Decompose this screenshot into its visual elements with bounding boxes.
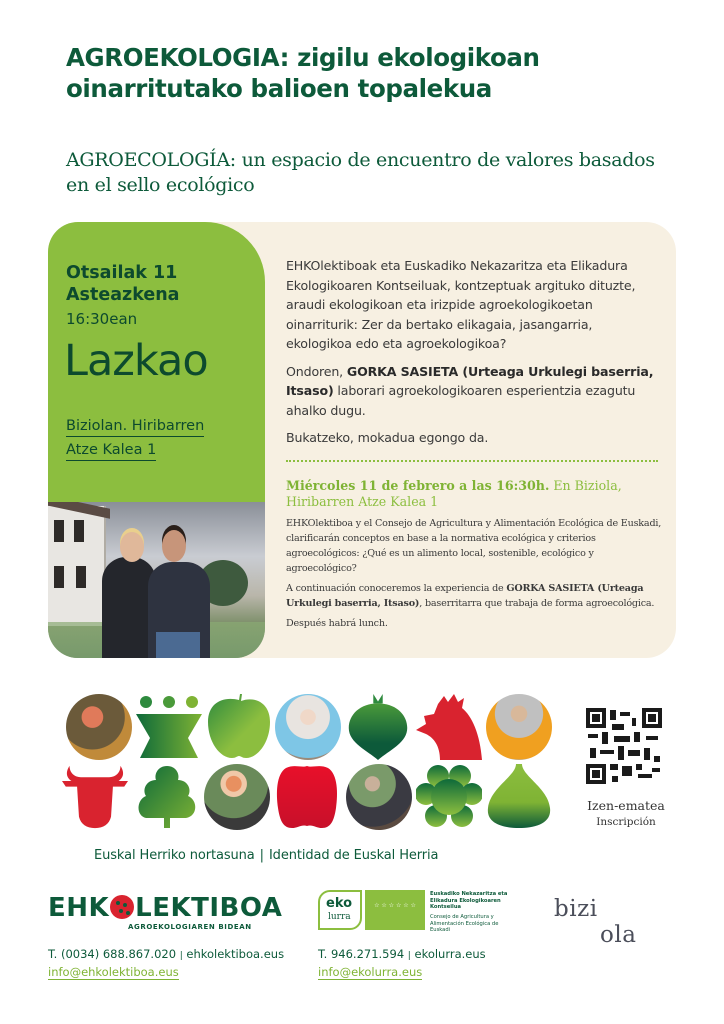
description-es-p1: EHKOlektiboa y el Consejo de Agricultura y Alimentación Ecológica de Euskadi, clarificarán conceptos en base a la normativa ecológica y criterios agroecológicos: ¿Qué es un alimento local, sostenible, ecológico y agroecológico? [286,518,662,574]
speaker-name-es: GORKA SASIETA (Urteaga Urkulegi baserria, Itsaso) [286,583,644,609]
photo-woman-greenhouse [204,764,270,830]
event-address-line1: Biziolan. Hiribarren [66,416,204,437]
event-date-day: Otsailak 11 [66,263,178,283]
event-address-line2: Atze Kalea 1 [66,440,156,461]
description-basque [286,256,658,456]
identity-tagline: Euskal Herriko nortasuna | Identidad de Euskal Herria [94,848,439,863]
identity-tagline-es: Identidad de Euskal Herria [268,848,439,863]
description-eu-p1: EHKOlektiboak eta Euskadiko Nekazaritza eta Elikadura Ekologikoaren Kontseiluak, kontzeptuak argituko dituzte, araudi ekologikoan eta irizpide agroekologikoetan oinarriturik: Zer da bertako elikagaia, jasangarria, ekologikoa edo eta agroekologikoa? [286,258,636,351]
description-es-p2: A continuación conoceremos la experiencia de GORKA SASIETA (Urteaga Urkulegi baserria, Itsaso), baserritarra que trabaja de forma agroecológica. [286,583,655,609]
biziola-logo-line1: bizi [554,896,598,922]
description-eu-p3: Bukatzeko, mokadua egongo da. [286,430,489,445]
ladybug-icon [110,895,134,919]
turnip-icon [345,694,411,760]
registration-label-eu: Izen-ematea [587,798,665,813]
ekolurra-org-eu: Euskadiko Nekazaritza eta Elikadura Ekologikoaren Kontseilua [430,891,508,910]
photo-man-orange-shirt [486,694,552,760]
fig-icon [486,764,552,830]
biziola-logo-line2: ola [600,922,637,948]
mortar-icon [136,696,202,762]
rooster-icon [416,694,482,760]
event-time: 16:30ean [66,310,138,328]
event-date-es: Miércoles 11 de febrero a las 16:30h. [286,478,550,493]
ekolurra-logo: eko lurra [318,890,362,930]
page-subtitle-spanish: AGROECOLOGÍA: un espacio de encuentro de valores basados en el sello ecológico [66,149,655,196]
ekolurra-email-link[interactable]: info@ekolurra.eus [318,965,423,979]
speaker-name-eu: GORKA SASIETA (Urteaga Urkulegi baserria, Itsaso) [286,363,654,398]
ehkolektiboa-contact: T. (0034) 688.867.020 | ehkolektiboa.eus info@ehkolektiboa.eus [48,947,285,979]
tree-icon [134,764,200,830]
event-date-weekday: Asteazkena [66,285,180,305]
farmers-photo [48,502,265,658]
page-title-basque: AGROEKOLOGIA: zigilu ekologikoan oinarritutako balioen topalekua [66,43,540,103]
identity-icon-grid [66,694,556,834]
ehk-website-link[interactable]: ehkolektiboa.eus [186,947,285,961]
cow-icon [62,764,128,830]
ekolurra-org-es: Consejo de Agricultura y Alimentación Ecológica de Euskadi [430,914,499,933]
ehk-email-link[interactable]: info@ehkolektiboa.eus [48,965,179,979]
description-eu-p2: Ondoren, GORKA SASIETA (Urteaga Urkulegi baserria, Itsaso) laborari agroekologikoaren esperientzia ezagutu ahalko dugu. [286,363,654,418]
ehkolektiboa-logo: EHK LEKTIBOA [48,893,283,923]
ekolurra-website-link[interactable]: ekolurra.eus [414,947,486,961]
flower-icon [416,764,482,830]
dotted-divider [286,460,658,462]
farmhouse [48,506,106,626]
event-info-panel [48,222,265,502]
eu-organic-leaf-icon [365,890,425,930]
ekolurra-phone: T. 946.271.594 [318,947,405,961]
event-card [48,222,676,658]
event-city: Lazkao [64,336,208,386]
ehkolektiboa-tagline: AGROEKOLOGIAREN BIDEAN [128,923,252,931]
registration-qr-code[interactable] [586,708,662,784]
description-spanish [286,516,666,636]
identity-tagline-eu: Euskal Herriko nortasuna [94,848,255,863]
photo-man-donkey [346,764,412,830]
photo-farmer-chickens [66,694,132,760]
ekolurra-contact: T. 946.271.594 | ekolurra.eus info@ekolurra.eus [318,947,486,979]
event-location-es: En Biziola, Hiribarren Atze Kalea 1 [286,478,622,509]
event-heading-spanish [286,478,658,510]
ehk-phone: T. (0034) 688.867.020 [48,947,177,961]
apple-icon [206,694,272,760]
pepper-icon [274,764,340,830]
description-es-p3: Después habrá lunch. [286,618,388,629]
event-date [66,262,180,306]
registration-label-es: Inscripción [596,816,656,828]
photo-woman-smiling [275,694,341,760]
event-address [66,414,204,462]
